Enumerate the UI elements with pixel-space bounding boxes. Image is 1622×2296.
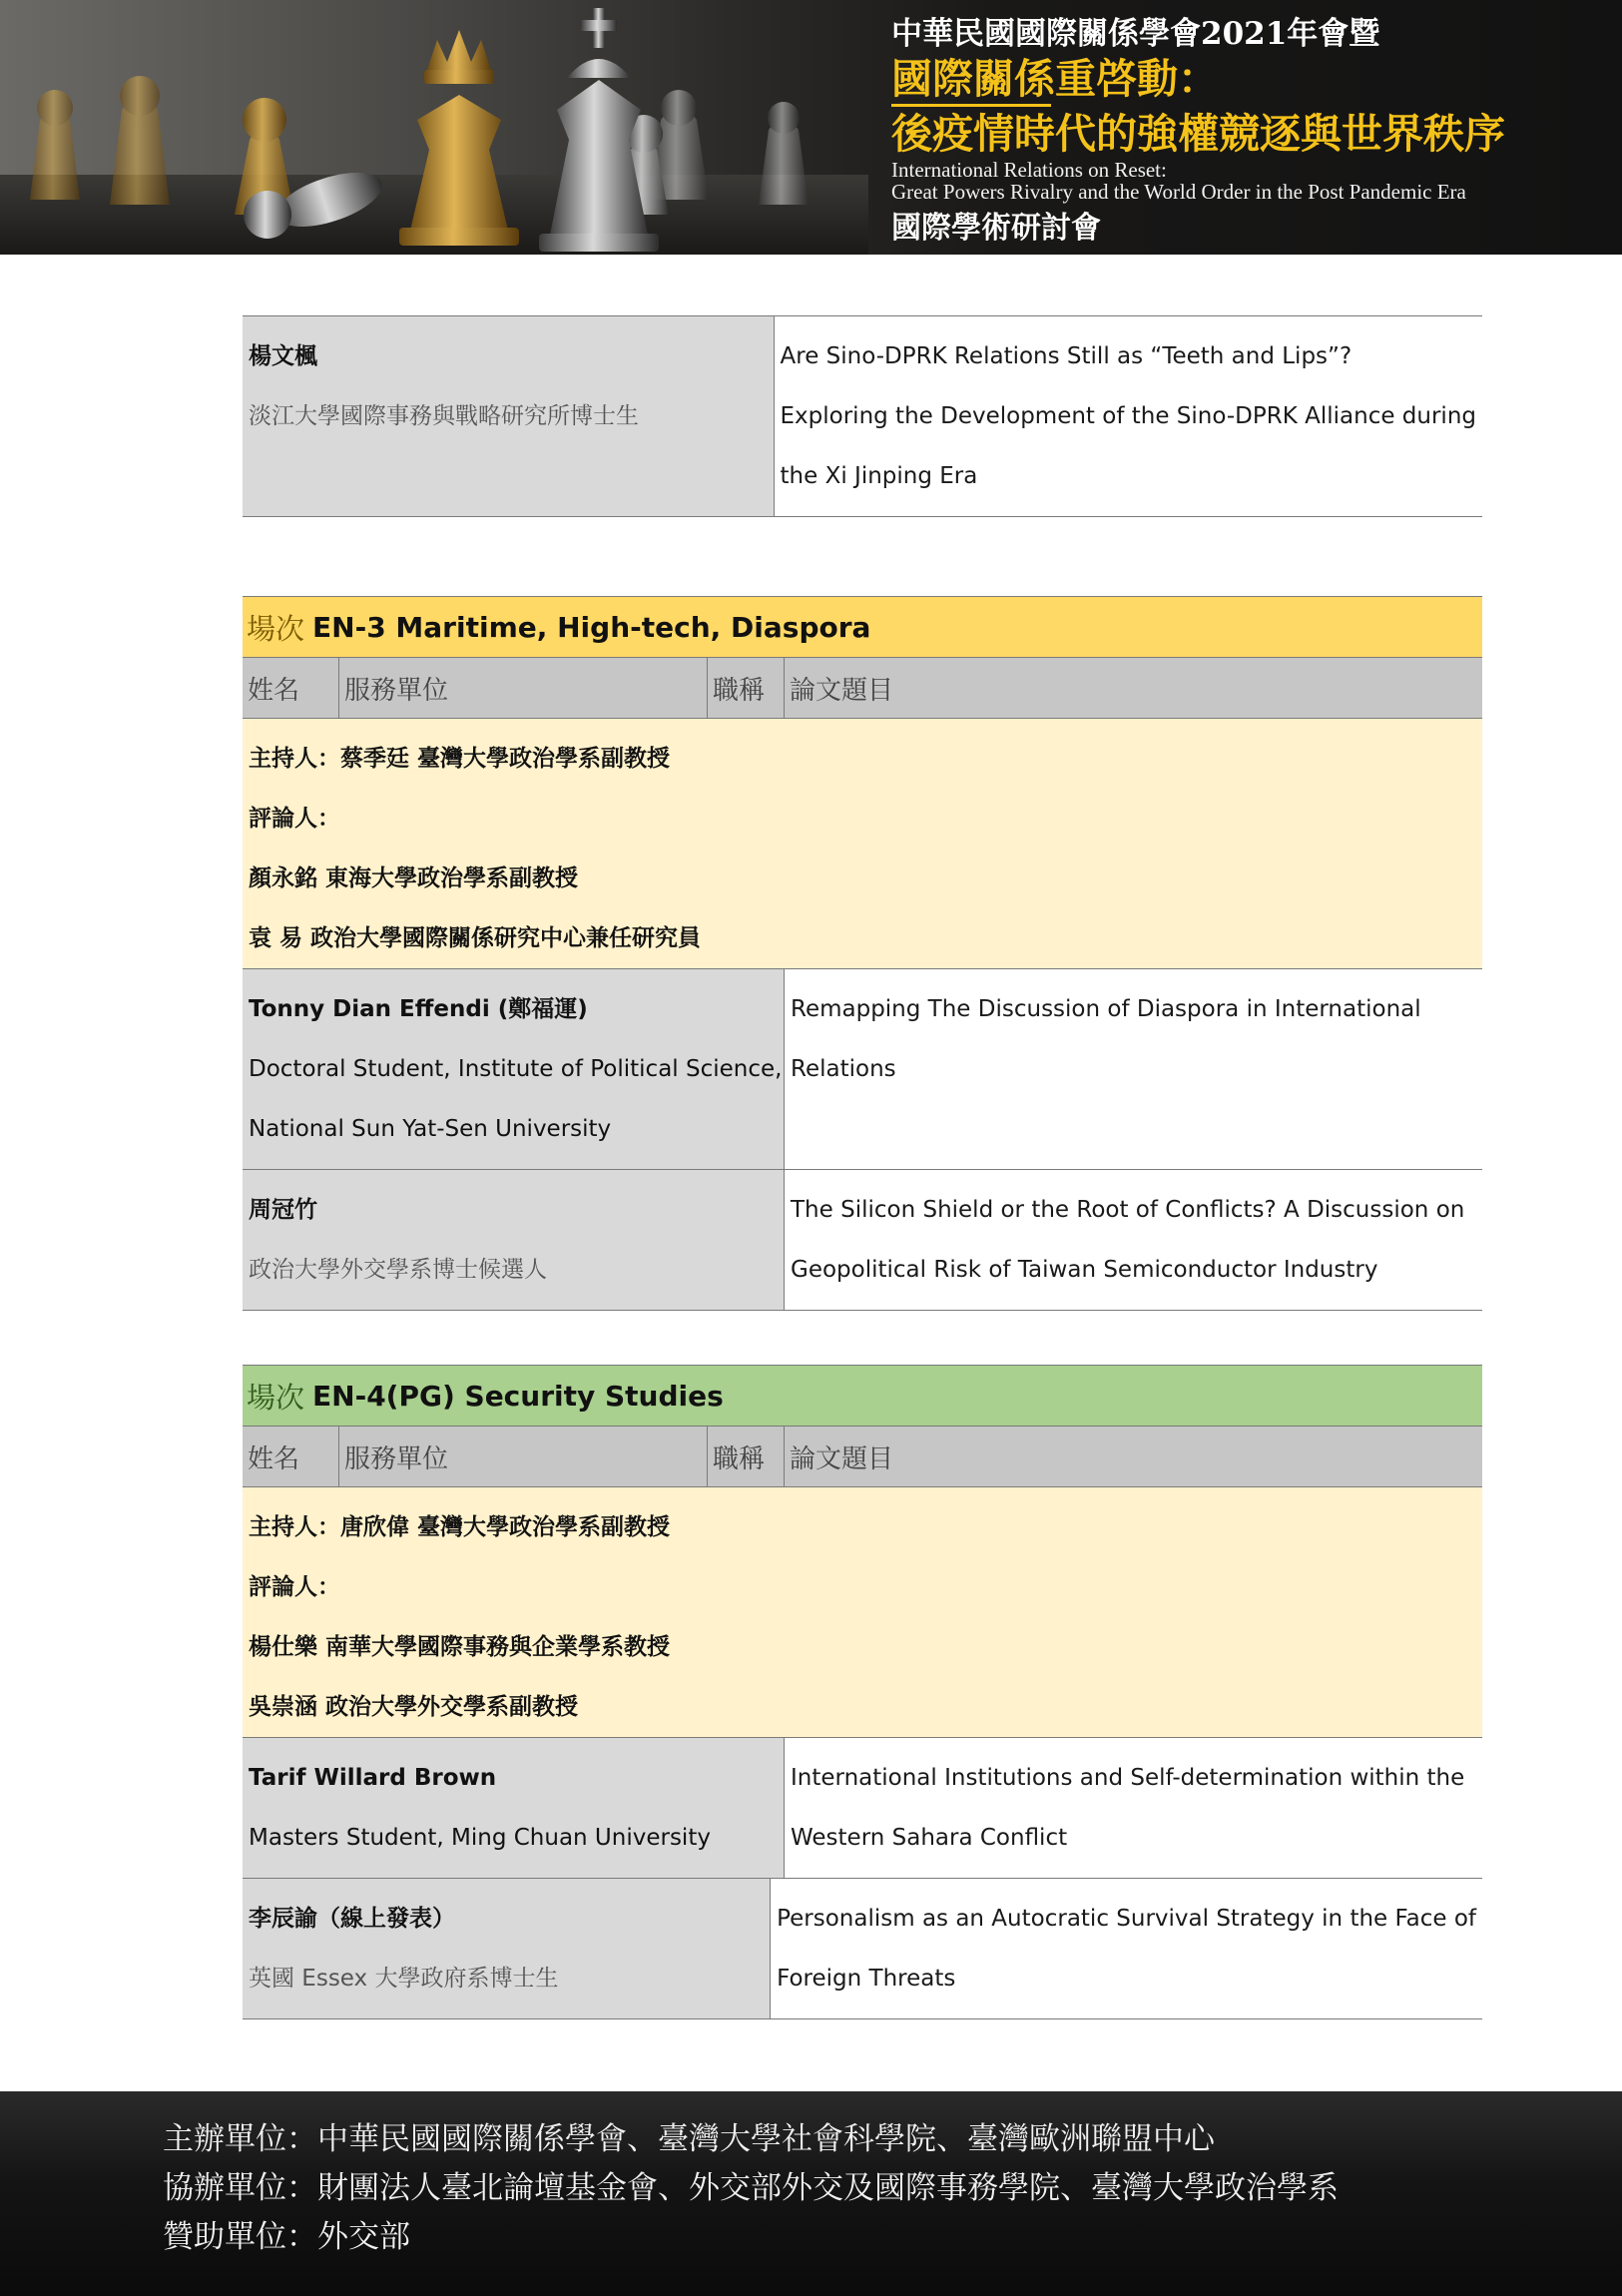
- presenter-cell: [243, 1738, 785, 1878]
- footer-banner: [0, 2091, 1622, 2296]
- paper-title-line: Foreign Threats: [777, 1966, 956, 1992]
- paper-title-line: Remapping The Discussion of Diaspora in International: [791, 996, 1421, 1022]
- table-row: [243, 1737, 1482, 1878]
- chair-discussant-block: [243, 719, 1482, 968]
- session-table-en3: [243, 596, 1482, 1311]
- paper-title-line: Geopolitical Risk of Taiwan Semiconductor Industry: [791, 1257, 1378, 1283]
- banner-english-line1: International Relations on Reset:: [891, 158, 1167, 182]
- chess-pieces-image: [0, 0, 868, 255]
- paper-title-line: Exploring the Development of the Sino-DPRK Alliance during: [780, 403, 1476, 429]
- session-label: 場次: [247, 611, 305, 646]
- paper-title-cell: [785, 1738, 1482, 1878]
- table-row: [243, 968, 1482, 1169]
- discussant-label: 評論人：: [249, 806, 340, 832]
- column-header-name: 姓名: [243, 658, 339, 718]
- footer-sponsor: 贊助單位：外交部: [163, 2219, 410, 2255]
- discussant-line: 楊仕樂 南華大學國際事務與企業學系教授: [249, 1634, 671, 1660]
- presenter-affiliation: Masters Student, Ming Chuan University: [249, 1825, 711, 1851]
- footer-co-organizers: 協辦單位：財團法人臺北論壇基金會、外交部外交及國際事務學院、臺灣大學政治學系: [163, 2170, 1339, 2206]
- banner-event-type: 國際學術研討會: [891, 211, 1101, 246]
- presenter-affiliation: 政治大學外交學系博士候選人: [249, 1257, 547, 1283]
- presenter-name: 楊文楓: [249, 343, 317, 369]
- paper-title-line: Relations: [791, 1056, 896, 1082]
- presenter-affiliation: 英國 Essex 大學政府系博士生: [249, 1966, 559, 1992]
- session-header: [243, 1365, 1482, 1426]
- column-header-paper: 論文題目: [790, 1443, 894, 1474]
- presenter-affiliation: National Sun Yat-Sen University: [249, 1116, 612, 1142]
- table-row: [243, 1169, 1482, 1311]
- column-header-name: 姓名: [243, 1427, 339, 1486]
- presenter-name: 李辰諭（線上發表）: [249, 1906, 455, 1932]
- column-header-unit: 服務單位: [339, 1427, 708, 1486]
- session-header: [243, 596, 1482, 657]
- chair-discussant-block: [243, 1487, 1482, 1737]
- banner-title-line1: 國際關係重啓動：: [891, 55, 1219, 103]
- session-table-en4: [243, 1365, 1482, 2019]
- paper-title-cell: [771, 1879, 1482, 2018]
- session-name: EN-4(PG) Security Studies: [312, 1379, 724, 1413]
- header-banner: [0, 0, 1622, 255]
- discussant-line: 顏永銘 東海大學政治學系副教授: [249, 865, 579, 891]
- presenter-cell: [243, 969, 785, 1169]
- presenter-name: Tarif Willard Brown: [249, 1765, 497, 1791]
- presenter-affiliation: Doctoral Student, Institute of Political Science,: [249, 1056, 783, 1082]
- paper-title-line: the Xi Jinping Era: [780, 463, 978, 489]
- table-row: [243, 1878, 1482, 2019]
- banner-divider: [891, 104, 1051, 107]
- presenter-name: 周冠竹: [249, 1197, 317, 1223]
- paper-title-line: Personalism as an Autocratic Survival Strategy in the Face of: [777, 1906, 1476, 1932]
- paper-title-line: International Institutions and Self-determination within the: [791, 1765, 1465, 1791]
- discussant-line: 吳崇涵 政治大學外交學系副教授: [249, 1694, 579, 1720]
- banner-subtitle: 中華民國國際關係學會2021年會暨: [891, 16, 1380, 52]
- footer-organizers: 主辦單位：中華民國國際關係學會、臺灣大學社會科學院、臺灣歐洲聯盟中心: [163, 2121, 1215, 2157]
- column-header-unit: 服務單位: [339, 658, 708, 718]
- paper-title-cell: [785, 1170, 1482, 1310]
- banner-text-block: [891, 14, 1610, 251]
- chair-line: 主持人：唐欣偉 臺灣大學政治學系副教授: [249, 1514, 671, 1540]
- presenter-cell: [243, 1170, 785, 1310]
- presenter-name: Tonny Dian Effendi (鄭福運): [249, 996, 588, 1022]
- paper-title-line: Are Sino-DPRK Relations Still as “Teeth and Lips”?: [780, 343, 1352, 369]
- table-row: [243, 315, 1482, 517]
- column-header-paper: 論文題目: [790, 675, 894, 706]
- banner-title-line2: 後疫情時代的強權競逐與世界秩序: [891, 110, 1505, 158]
- session-name: EN-3 Maritime, High-tech, Diaspora: [312, 610, 871, 644]
- discussant-line: 袁 易 政治大學國際關係研究中心兼任研究員: [249, 925, 702, 951]
- presenter-cell: [243, 1879, 771, 2018]
- paper-title-cell: [775, 316, 1482, 516]
- presenter-cell: [243, 316, 775, 516]
- paper-title-cell: [785, 969, 1482, 1169]
- paper-title-line: The Silicon Shield or the Root of Conflicts? A Discussion on: [791, 1197, 1465, 1223]
- chair-line: 主持人：蔡季廷 臺灣大學政治學系副教授: [249, 746, 671, 772]
- column-header-row: [243, 657, 1482, 719]
- column-header-row: [243, 1426, 1482, 1487]
- column-header-position: 職稱: [708, 1427, 785, 1486]
- session-label: 場次: [247, 1380, 305, 1415]
- paper-title-line: Western Sahara Conflict: [791, 1825, 1068, 1851]
- footer-text-block: [163, 2115, 1339, 2262]
- discussant-label: 評論人：: [249, 1574, 340, 1600]
- presenter-affiliation: 淡江大學國際事務與戰略研究所博士生: [249, 403, 639, 429]
- table-continuation: [243, 315, 1482, 517]
- banner-english-line2: Great Powers Rivalry and the World Order in the Post Pandemic Era: [891, 180, 1466, 204]
- column-header-position: 職稱: [708, 658, 785, 718]
